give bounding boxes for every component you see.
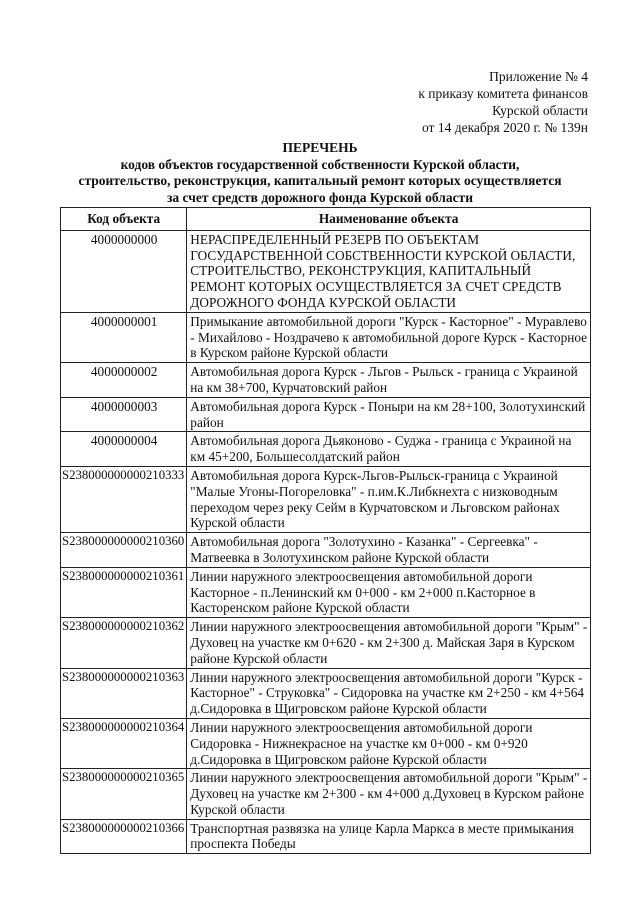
appendix-line: Курской области: [492, 103, 588, 118]
object-code: S238000000000210361: [61, 567, 187, 617]
title-subtitle: строительство, реконструкция, капитальный ремонт которых осуществляется: [78, 173, 562, 188]
appendix-header: [418, 68, 588, 136]
object-code: S238000000000210360: [61, 533, 187, 568]
object-name: Линии наружного электроосвещения автомобильной дороги Касторное - п.Ленинский км 0+000 - км 2+000 п.Касторное в Касторенском районе Курской области: [187, 567, 591, 617]
table-row: [61, 618, 591, 668]
table-row: [61, 769, 591, 819]
object-code: S238000000000210364: [61, 718, 187, 768]
table-row: [61, 718, 591, 768]
title-subtitle: кодов объектов государственной собственности Курской области,: [120, 156, 520, 172]
object-code: 4000000000: [61, 230, 187, 312]
object-name: Автомобильная дорога Курск - Поныри на км 28+100, Золотухинский район: [187, 397, 591, 432]
appendix-line: к приказу комитета финансов: [418, 86, 588, 101]
object-name: Транспортная развязка на улице Карла Маркса в месте примыкания проспекта Победы: [187, 819, 591, 854]
table-row: [61, 363, 591, 398]
title-main: ПЕРЕЧЕНЬ: [282, 140, 358, 155]
title-subtitle: за счет средств дорожного фонда Курской области: [167, 189, 473, 205]
document-title: [0, 140, 640, 206]
object-name: Автомобильная дорога Курск - Льгов - Рыльск - граница с Украиной на км 38+700, Курчатовский район: [187, 363, 591, 398]
table-row: [61, 312, 591, 362]
object-name: Примыкание автомобильной дороги "Курск - Касторное" - Муравлево - Михайлово - Ноздрачево к автомобильной дороге Курск - Касторное в Курском районе Курской области: [187, 312, 591, 362]
table-row: [61, 397, 591, 432]
object-code: S238000000000210333: [61, 466, 187, 532]
column-header-name: Наименование объекта: [187, 208, 591, 231]
appendix-line: Приложение № 4: [489, 69, 588, 84]
table-row: [61, 533, 591, 568]
table-row: [61, 432, 591, 467]
object-code: 4000000002: [61, 363, 187, 398]
object-code: 4000000003: [61, 397, 187, 432]
table-row: [61, 819, 591, 854]
object-name: НЕРАСПРЕДЕЛЕННЫЙ РЕЗЕРВ ПО ОБЪЕКТАМ ГОСУДАРСТВЕННОЙ СОБСТВЕННОСТИ КУРСКОЙ ОБЛАСТИ, СТРОИТЕЛЬСТВО, РЕКОНСТРУКЦИЯ, КАПИТАЛЬНЫЙ РЕМОНТ КОТОРЫХ ОСУЩЕСТВЛЯЕТСЯ ЗА СЧЕТ СРЕДСТВ ДОРОЖНОГО ФОНДА КУРСКОЙ ОБЛАСТИ: [187, 230, 591, 312]
table-row: [61, 668, 591, 718]
table-header-row: [61, 208, 591, 231]
object-code: 4000000001: [61, 312, 187, 362]
object-code: 4000000004: [61, 432, 187, 467]
object-name: Автомобильная дорога Дьяконово - Суджа - граница с Украиной на км 45+200, Большесолдатский район: [187, 432, 591, 467]
table-row: [61, 230, 591, 312]
object-name: Линии наружного электроосвещения автомобильной дороги "Крым" - Духовец на участке км 2+300 - км 4+000 д.Духовец в Курском районе Курской области: [187, 769, 591, 819]
appendix-line: от 14 декабря 2020 г. № 139н: [421, 120, 588, 135]
object-name: Линии наружного электроосвещения автомобильной дороги Сидоровка - Нижнекрасное на участке км 0+000 - км 0+920 д.Сидоровка в Щигровском районе Курской области: [187, 718, 591, 768]
object-name: Автомобильная дорога "Золотухино - Казанка" - Сергеевка" - Матвеевка в Золотухинском районе Курской области: [187, 533, 591, 568]
column-header-code: Код объекта: [61, 208, 187, 231]
objects-table: [60, 207, 591, 854]
table-row: [61, 567, 591, 617]
object-code: S238000000000210366: [61, 819, 187, 854]
object-name: Линии наружного электроосвещения автомобильной дороги "Курск - Касторное" - Струковка" - Сидоровка на участке км 2+250 - км 4+564 д.Сидоровка в Щигровском районе Курской области: [187, 668, 591, 718]
object-code: S238000000000210365: [61, 769, 187, 819]
object-name: Линии наружного электроосвещения автомобильной дороги "Крым" - Духовец на участке км 0+620 - км 2+300 д. Майская Заря в Курском районе Курской области: [187, 618, 591, 668]
table-row: [61, 466, 591, 532]
object-code: S238000000000210363: [61, 668, 187, 718]
object-code: S238000000000210362: [61, 618, 187, 668]
object-name: Автомобильная дорога Курск-Льгов-Рыльск-граница с Украиной "Малые Угоны-Погореловка" - п.им.К.Либкнехта с низководным переходом через реку Сейм в Курчатовском и Льговском районах Курской области: [187, 466, 591, 532]
